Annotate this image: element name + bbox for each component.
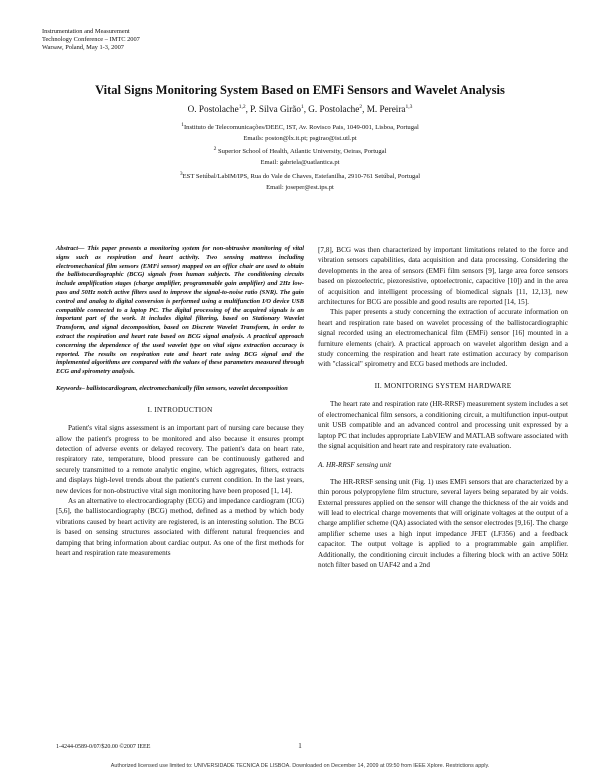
affiliation-2-email: Email: gabriela@uatlantica.pt (260, 159, 340, 167)
author-2: P. Silva Girão (250, 104, 301, 115)
paper-title: Vital Signs Monitoring System Based on EMFi Sensors and Wavelet Analysis (95, 83, 505, 97)
affiliations (0, 120, 600, 193)
author-3-sup: 2 (359, 104, 363, 110)
affiliation-1-sup: 1 (181, 122, 184, 128)
section-heading-introduction: I. INTRODUCTION (147, 404, 213, 414)
affiliation-1-text: Instituto de Telecomunicações/DEEC, IST, Av. Rovisco Pais, 1049-001, Lisboa, Portugal (183, 124, 419, 132)
right-column (318, 245, 568, 570)
conference-line-3: Warsaw, Poland, May 1-3, 2007 (42, 44, 124, 51)
author-1-sup: 1,2 (238, 104, 246, 110)
author-4: M. Pereira (366, 104, 406, 115)
affiliation-2-text: Superior School of Health, Atlantic University, Oeiras, Portugal (217, 148, 387, 156)
affiliation-3-sup: 3 (179, 170, 183, 177)
left-column (56, 245, 304, 558)
author-3: G. Postolache (308, 104, 360, 115)
abstract-text: — This paper presents a monitoring system for non-obtrusive monitoring of vital signs such as respiration and heart activity. Two sensing mattress including electromechanical film sensors (EMFi sensor) mapped on an office chair are used to obtain the ballistocardiographic (BCG) signals from human subjects. The conditioning circuits include amplification stages (charge amplifier, programmable gain amplifier) and 2Hz low-pass and 50Hz notch active filters used to improve the signal-to-noise ratio (SNR). The gain control and analog to digital conversion is performed using a multifunction I/O device USB compatible connected to a laptop PC. The digital processing of the acquired signals is an important part of the work. It includes digital filtering, based on Stationary Wavelet Transform, and signal decomposition, based on Discrete Wavelet Transform, in order to extract the respiration and heart rate based on BCG signal analysis. A practical approach concerning the dependence of the used wavelet type on vital signs extraction accuracy is reported. The results on respiration rate and heart rate using BCG signal and the implemented algorithms are compared with the values of these parameters measured through ECG and spirometry analysis. (56, 245, 304, 376)
affiliation-2-sup: 2 (213, 146, 217, 153)
affiliation-1-email: Emails: poston@lx.it.pt; psgirao@ist.utl.pt (243, 134, 357, 142)
footer-isbn: 1-4244-0589-0/07/$20.00 ©2007 IEEE (56, 744, 151, 750)
affiliation-1 (0, 120, 600, 134)
author-1: O. Postolache (187, 104, 239, 115)
author-list: O. Postolache$^{1,2}$, P. Silva Girão$^1$, G. Postolache$^2$, M. Pereira$^{1,3}$ (187, 104, 413, 115)
intro-paragraph-1: Patient's vital signs assessment is an important part of nursing care because they allow the patient's progress to be monitored and also because it ensures prompt detection of adverse events or delayed recovery. The patient's data on heart rate, respiratory rate, temperature, blood pressure can be continuously gathered and securely transmitted to a remote analytic engine, which aggregates, filters, extracts and displays high-level trends about the patient's current condition. In the last years, new devices for non-obstructive vital sign monitoring have been proposed [1, 14]. (56, 424, 304, 495)
intro-paragraph-2: As an alternative to electrocardiography (ECG) and impedance cardiogram (ICG) [5,6], the ballistocardiography (BCG) method, defined as a method by which body vibrations caused by heart activity are registered, is an interesting solution. The BCG is based on sensing structures associated with different natural frequencies and damping that bring information about cardiac output. As one of the first methods for heart and respiration rate measurements (56, 497, 304, 558)
abstract (56, 245, 304, 377)
right-paragraph-1: [7,8], BCG was then characterized by important limitations related to the force and vibration sensors capabilities, data acquisition and data processing. Considering the developments in the area of sensors (EMFi film sensors [9], large area force sensors based on piezoelectric, piezoresistive, optoelectronic, capacitive [10]) and in the area of acquisition and intelligent processing of biomedical signals [11, 12,13], new architectures for BCG are possible and good results are reported [14, 15]. (318, 246, 568, 307)
author-4-sup: 1,3 (405, 104, 413, 110)
keywords-text: – ballistocardiogram, electromechanically film sensors, wavelet decomposition (81, 384, 288, 392)
hardware-paragraph-1: The heart rate and respiration rate (HR-RRSF) measurement system includes a set of electromechanical film sensors, a conditioning circuit, a multifunction input-output unit USB compatible and an advanced control and processing unit expressed by a laptop PC that includes appropriate LabVIEW and MATLAB software associated with the signal acquisition and heart rate and respiratory rate evaluation. (318, 400, 568, 450)
page-number: 1 (298, 742, 302, 750)
author-2-sup: 1 (300, 104, 304, 110)
keywords (56, 385, 304, 394)
affiliation-2 (0, 144, 600, 158)
hardware-paragraph-2: The HR-RRSF sensing unit (Fig. 1) uses EMFi sensors that are characterized by a thin porous polypropylene film structure, several layers being separated by air voids. External pressures applied on the sensor will change the thickness of the air voids and will lead to electrical charge movements that will originate voltages at the output of a charge amplifier scheme (QA) associated with the sensor electrodes [9,16]. The charge amplifier scheme uses a high input impedance JFET (LF356) and a feedback capacitor. The output voltage is applied to a programmable gain amplifier. Additionally, the conditioning circuit includes a filtering block with an active 50Hz notch filter based on UAF42 and a 2nd (318, 477, 568, 569)
conference-line-1: Instrumentation and Measurement (42, 28, 130, 35)
subsection-heading-sensing-unit: A. HR-RRSF sensing unit (318, 461, 392, 470)
section-heading-hardware: II. MONITORING SYSTEM HARDWARE (374, 380, 512, 390)
conference-line-2: Technology Conference – IMTC 2007 (42, 36, 140, 43)
affiliation-3-text: EST Setúbal/LabIM/IPS, Rua do Vale de Chaves, Estefanilha, 2910-761 Setúbal, Portugal (182, 172, 421, 180)
right-paragraph-2: This paper presents a study concerning the extraction of accurate information on heart and respiration rate based on wavelet processing of the ballistocardiographic signal recorded using an electromechanical film (EMFi) sensor [16] mounted in a furniture elements (chair). A practical approach on wavelet algorithm design and a study concerning the respiration and heart rate estimation accuracy by comparison with "classical" spirometry and ECG based methods are included. (318, 308, 568, 369)
abstract-label: Abstract (56, 245, 79, 252)
affiliation-3 (0, 169, 600, 183)
affiliation-3-email: Email: joseper@est.ips.pt (266, 183, 334, 191)
keywords-label: Keywords (56, 384, 82, 392)
conference-info (42, 28, 140, 52)
license-notice: Authorized licensed use limited to: UNIVERSIDADE TECNICA DE LISBOA. Downloaded on December 14, 2009 at 09:50 from IEEE Xplore. Restrictions apply. (110, 763, 490, 769)
